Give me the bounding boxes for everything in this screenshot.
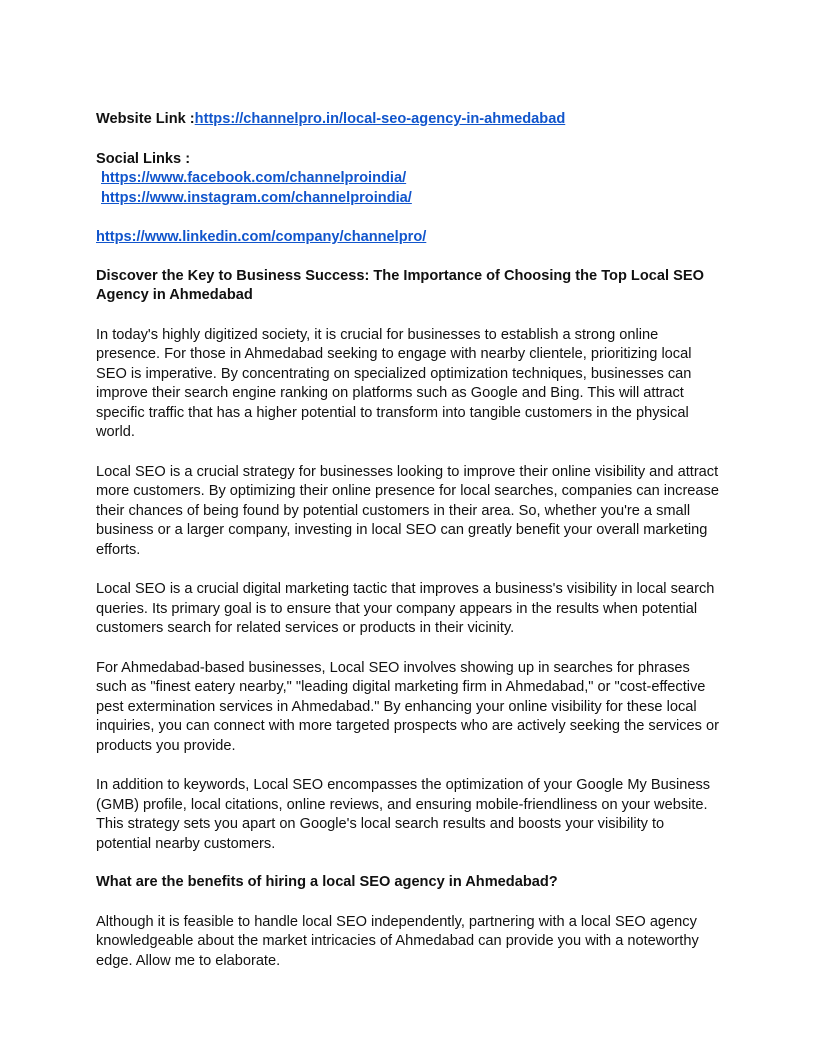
website-link[interactable]: https://channelpro.in/local-seo-agency-in-ahmedabad [194, 111, 566, 127]
website-link-line [96, 110, 722, 130]
article-title: Discover the Key to Business Success: The Importance of Choosing the Top Local SEO Agency in Ahmedabad [96, 267, 704, 303]
linkedin-link[interactable]: https://www.linkedin.com/company/channelpro/ [96, 229, 427, 245]
benefits-subheading: What are the benefits of hiring a local SEO agency in Ahmedabad? [96, 874, 558, 890]
social-link-line-facebook [96, 169, 722, 189]
social-link-line-instagram [96, 189, 722, 209]
article-paragraph-3: Local SEO is a crucial digital marketing tactic that improves a business's visibility in local search queries. Its primary goal is to ensure that your company appears in the results when potential customers search for related services or products in their vicinity. [96, 581, 715, 636]
instagram-link[interactable]: https://www.instagram.com/channelproindia/ [101, 189, 412, 206]
article-paragraph-5: In addition to keywords, Local SEO encompasses the optimization of your Google My Business (GMB) profile, local citations, online reviews, and ensuring mobile-friendliness on your website. This strategy sets you apart on Google's local search results and boosts your visibility to potential nearby customers. [96, 777, 711, 852]
article-paragraph-4: For Ahmedabad-based businesses, Local SEO involves showing up in searches for phrases such as "finest eatery nearby," "leading digital marketing firm in Ahmedabad," or "cost-effective pest extermination services in Ahmedabad." By enhancing your online visibility for these local inquiries, you can connect with more targeted prospects who are actively seeking the services or products you provide. [96, 659, 719, 754]
facebook-link[interactable]: https://www.facebook.com/channelproindia/ [101, 170, 407, 186]
linkedin-link-line [96, 228, 722, 248]
article-paragraph-2: Local SEO is a crucial strategy for businesses looking to improve their online visibility and attract more customers. By optimizing their online presence for local searches, companies can increase their chances of being found by potential customers in their area. So, whether you're a small business or a larger company, investing in local SEO can greatly benefit your overall marketing efforts. [96, 463, 719, 558]
website-link-label: Website Link : [96, 111, 195, 127]
social-links-label: Social Links : [96, 150, 191, 167]
document-content [96, 110, 722, 971]
article-paragraph-1: In today's highly digitized society, it is crucial for businesses to establish a strong online presence. For those in Ahmedabad seeking to engage with nearby clientele, prioritizing local SEO is imperative. By concentrating on specialized optimization techniques, businesses can improve their search engine ranking on platforms such as Google and Bing. This will attract specific traffic that has a higher potential to transform into tangible customers in the physical world. [96, 326, 692, 440]
closing-paragraph: Although it is feasible to handle local SEO independently, partnering with a local SEO agency knowledgeable about the market intricacies of Ahmedabad can provide you with a noteworthy edge. Allow me to elaborate. [96, 913, 699, 969]
